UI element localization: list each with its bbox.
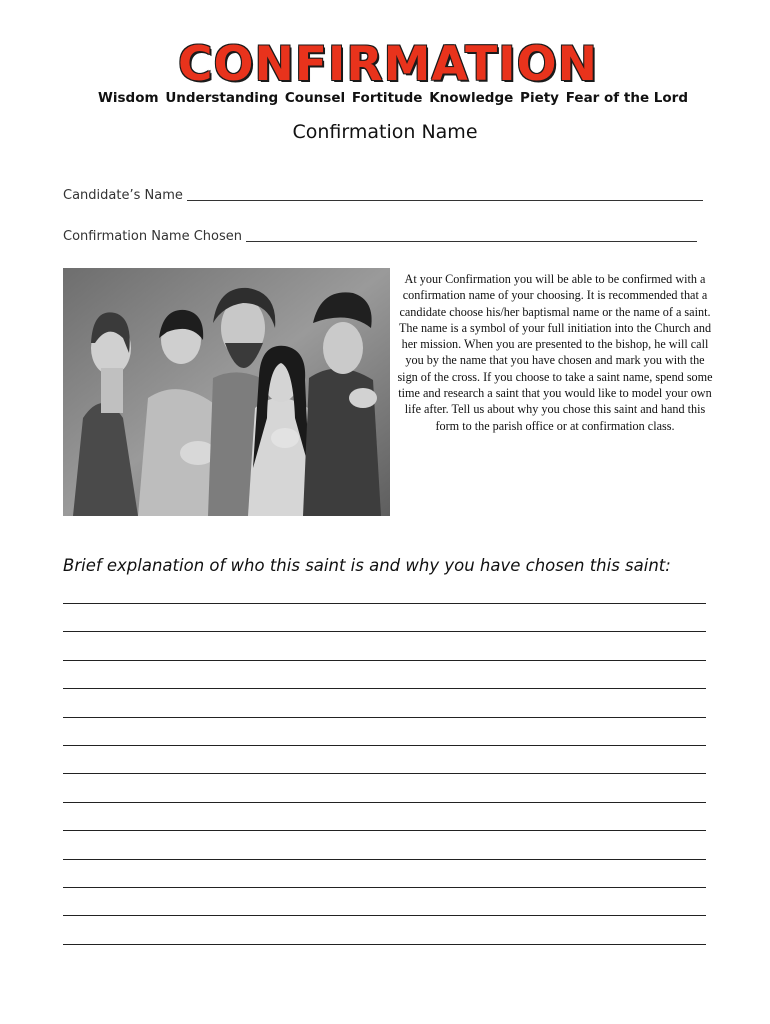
- answer-line[interactable]: [63, 887, 706, 888]
- answer-line[interactable]: [63, 603, 706, 604]
- gift-fortitude: Fortitude: [351, 90, 423, 106]
- page-title: Confirmation Name: [292, 121, 478, 143]
- explanation-prompt: Brief explanation of who this saint is and why you have chosen this saint:: [63, 556, 671, 575]
- answer-line[interactable]: [63, 660, 706, 661]
- answer-line[interactable]: [63, 688, 706, 689]
- candidate-name-label: Candidate’s Name: [63, 188, 183, 203]
- answer-line[interactable]: [63, 802, 706, 803]
- gift-wisdom: Wisdom: [98, 90, 159, 106]
- confirmation-banner: [98, 38, 688, 110]
- intro-paragraph: At your Confirmation you will be able to be confirmed with a confirmation name of your choosing. It is recommended that a candidate choose his/her baptismal name or the name of a saint. The name is a symbol of your full initiation into the Church and her mission. When you are presented to the bishop, he will call you by the name that you have chosen and mark you with the sign of the cross. If you choose to take a saint name, spend some time and research a saint that you would like to model your own life after. Tell us about why you chose this saint and hand this form to the parish office or at confirmation class.: [397, 272, 713, 433]
- confirmation-name-field[interactable]: [63, 229, 697, 244]
- confirmation-name-label: Confirmation Name Chosen: [63, 229, 243, 244]
- banner-title: CONFIRMATION: [178, 37, 598, 92]
- gift-knowledge: Knowledge: [429, 90, 514, 106]
- answer-line[interactable]: [63, 631, 706, 632]
- answer-line[interactable]: [63, 859, 706, 860]
- answer-line[interactable]: [63, 944, 706, 945]
- gift-fear-of-the-lord: Fear of the Lord: [565, 90, 688, 106]
- gifts-row: [98, 90, 688, 106]
- answer-line[interactable]: [63, 830, 706, 831]
- gift-counsel: Counsel: [284, 90, 346, 106]
- candidate-name-input-line[interactable]: [187, 188, 703, 201]
- answer-line[interactable]: [63, 745, 706, 746]
- answer-line[interactable]: [63, 773, 706, 774]
- saints-illustration: [63, 268, 390, 516]
- confirmation-name-input-line[interactable]: [246, 229, 697, 242]
- gift-understanding: Understanding: [165, 90, 279, 106]
- answer-line[interactable]: [63, 717, 706, 718]
- candidate-name-field[interactable]: [63, 188, 703, 203]
- gift-piety: Piety: [520, 90, 559, 106]
- answer-line[interactable]: [63, 915, 706, 916]
